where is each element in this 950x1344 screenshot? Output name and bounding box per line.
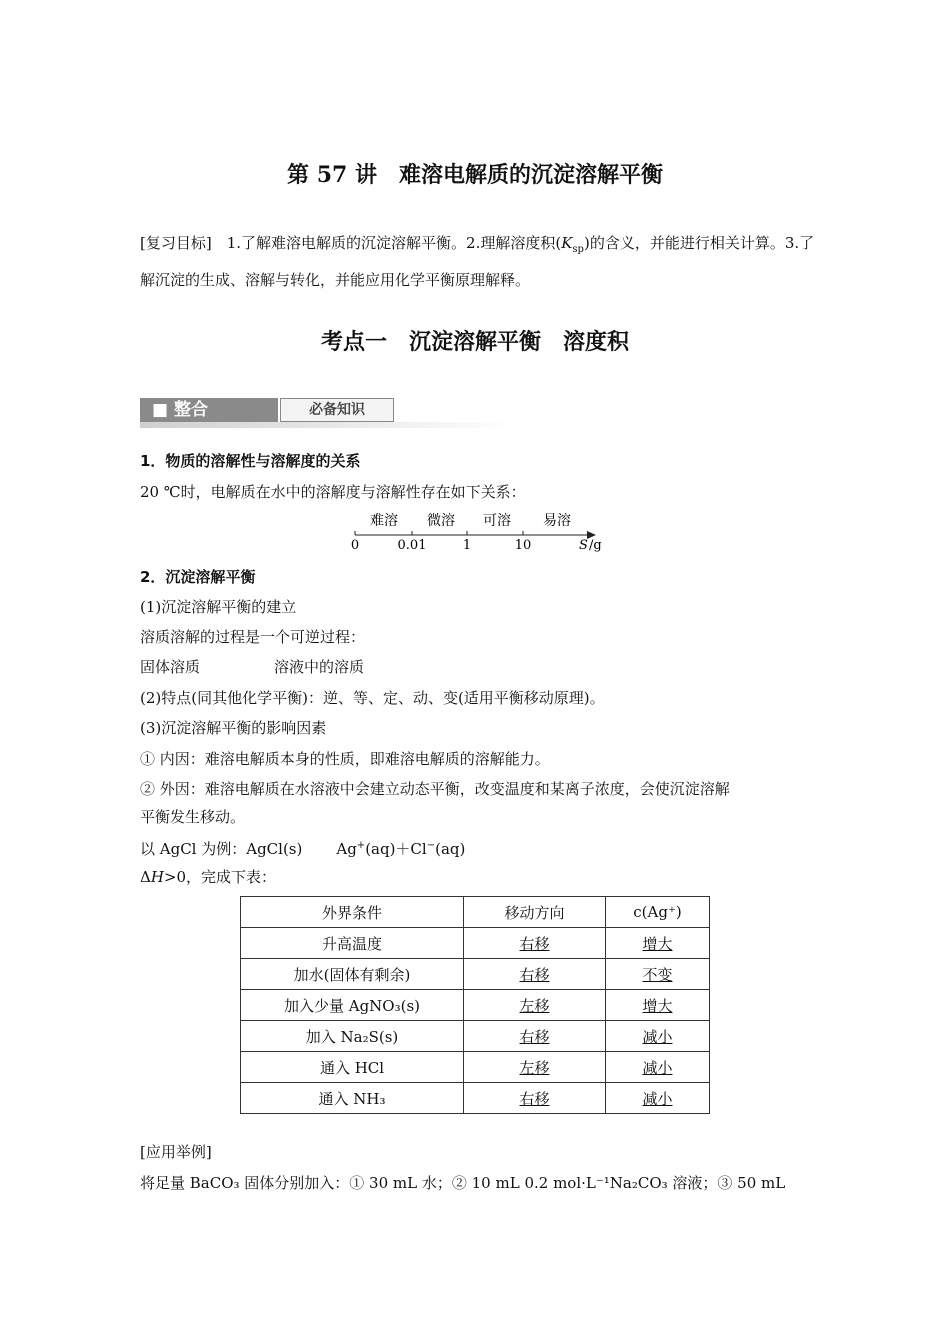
table-row: 通入 NH₃ 右移 减小 <box>241 1083 710 1114</box>
paragraph-2-8: 平衡发生移动。 <box>140 808 246 826</box>
table-header-row <box>241 897 710 928</box>
scale-tick-10: 10 <box>514 538 532 553</box>
scale-axis-unit: /g <box>589 538 602 553</box>
section-banner <box>140 398 516 428</box>
scale-label-slightly: 微溶 <box>427 513 455 529</box>
table-header: 外界条件 <box>241 897 464 928</box>
banner-left-label: ■ 整合 <box>152 400 208 420</box>
scale-label-soluble: 可溶 <box>483 513 511 529</box>
banner-right-label: 必备知识 <box>309 402 365 418</box>
solubility-scale <box>340 506 610 556</box>
equilibrium-table <box>240 896 710 1114</box>
table-header: 移动方向 <box>464 897 606 928</box>
scale-label-insoluble: 难溶 <box>370 513 398 529</box>
page-title: 第 57 讲 难溶电解质的沉淀溶解平衡 <box>287 162 663 188</box>
equilibrium-equation: 以 AgCl 为例：AgCl(s) Ag+(aq)＋Cl−(aq) <box>140 840 466 858</box>
application-label: [应用举例] <box>140 1143 212 1161</box>
paragraph-2-4: (2)特点(同其他化学平衡)：逆、等、定、动、变(适用平衡移动原理)。 <box>140 689 605 707</box>
table-row: 升高温度 右移 增大 <box>241 928 710 959</box>
scale-tick-0: 0 <box>350 538 360 553</box>
table-row: 加水(固体有剩余) 右移 不变 <box>241 959 710 990</box>
scale-tick-001: 0.01 <box>397 538 427 553</box>
scale-axis-var: S <box>579 538 588 553</box>
enthalpy-line: ΔH>0，完成下表： <box>140 868 277 886</box>
review-goals: [复习目标] 1.了解难溶电解质的沉淀溶解平衡。2.理解溶度积$(K_{sp})$的含义，并能进行相关计算。3.了解沉淀的生成、溶解与转化，并能应用化学平衡原理解释。 <box>140 234 815 289</box>
paragraph-1: 20 ℃时，电解质在水中的溶解度与溶解性存在如下关系： <box>140 483 526 501</box>
table-row: 加入少量 AgNO₃(s) 左移 增大 <box>241 990 710 1021</box>
paragraph-2-2: 溶质溶解的过程是一个可逆过程： <box>140 628 366 646</box>
paragraph-2-6: ① 内因：难溶电解质本身的性质，即难溶电解质的溶解能力。 <box>140 750 550 768</box>
paragraph-2-3b: 溶液中的溶质 <box>274 658 365 676</box>
scale-tick-1: 1 <box>462 538 472 553</box>
section-title: 考点一 沉淀溶解平衡 溶度积 <box>320 329 629 355</box>
paragraph-2-1: (1)沉淀溶解平衡的建立 <box>140 598 297 616</box>
table-header: c(Ag⁺) <box>606 897 710 928</box>
heading-1: 1．物质的溶解性与溶解度的关系 <box>140 452 361 470</box>
heading-2: 2．沉淀溶解平衡 <box>140 568 256 586</box>
application-text: 将足量 BaCO₃ 固体分别加入：① 30 mL 水；② 10 mL 0.2 mol·L⁻¹Na₂CO₃ 溶液；③ 50 mL <box>140 1174 786 1192</box>
paragraph-2-5: (3)沉淀溶解平衡的影响因素 <box>140 719 327 737</box>
table-row: 通入 HCl 左移 减小 <box>241 1052 710 1083</box>
table-row: 加入 Na₂S(s) 右移 减小 <box>241 1021 710 1052</box>
paragraph-2-7: ② 外因：难溶电解质在水溶液中会建立动态平衡，改变温度和某离子浓度，会使沉淀溶解 <box>140 780 730 798</box>
goal-label: [复习目标] <box>140 234 212 252</box>
paragraph-2-3a: 固体溶质 <box>140 658 201 676</box>
scale-label-very: 易溶 <box>543 513 571 529</box>
